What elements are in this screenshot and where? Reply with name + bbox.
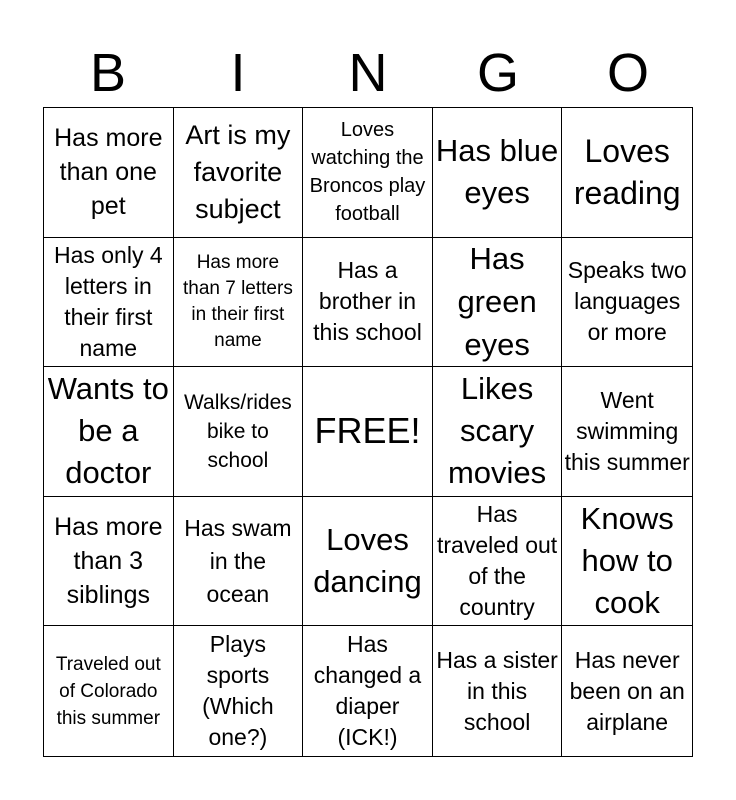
cell-text: Likes scary movies <box>447 371 547 491</box>
bingo-cell <box>562 497 692 627</box>
bingo-cell <box>562 626 692 756</box>
header-letter-n: N <box>348 43 388 103</box>
free-space <box>303 367 433 497</box>
cell-text: Plays sports (Which one?) <box>202 631 274 751</box>
cell-text: Has more than 3 siblings <box>54 513 163 610</box>
bingo-cell <box>303 108 433 238</box>
cell-text: Has green eyes <box>457 241 537 363</box>
cell-text: Has a sister in this school <box>436 646 558 735</box>
bingo-cell <box>44 238 174 368</box>
cell-text: Has a brother in this school <box>313 257 422 346</box>
cell-text: Has blue eyes <box>435 133 559 211</box>
bingo-cell <box>433 626 563 756</box>
header-letter-i: I <box>230 43 246 103</box>
bingo-cell <box>174 108 304 238</box>
bingo-cell <box>433 497 563 627</box>
bingo-cell <box>44 108 174 238</box>
cell-text: Art is my favorite subject <box>185 119 291 224</box>
cell-text: Has only 4 letters in their first name <box>53 241 163 361</box>
header-letter-b: B <box>89 43 127 103</box>
bingo-cell <box>562 367 692 497</box>
cell-text: Traveled out of Colorado this summer <box>55 653 161 729</box>
cell-text: Loves watching the Broncos play football <box>309 119 426 226</box>
cell-text: Has traveled out of the country <box>436 501 558 621</box>
cell-text: Loves dancing <box>313 522 422 600</box>
bingo-cell <box>174 626 304 756</box>
bingo-cell <box>303 626 433 756</box>
bingo-cell <box>44 367 174 497</box>
cell-text: Went swimming this summer <box>564 386 690 475</box>
cell-text: Loves reading <box>573 133 681 212</box>
bingo-cell <box>303 497 433 627</box>
bingo-cell <box>433 238 563 368</box>
cell-text: Has changed a diaper (ICK!) <box>313 631 422 751</box>
cell-text: Has more than 7 letters in their first name <box>182 251 293 351</box>
cell-text: FREE! <box>314 410 421 452</box>
bingo-cell <box>562 108 692 238</box>
cell-text: Has swam in the ocean <box>184 514 292 607</box>
bingo-cell <box>174 367 304 497</box>
header-letter-o: O <box>606 43 649 103</box>
bingo-cell <box>174 238 304 368</box>
header-letter-g: G <box>476 43 519 103</box>
bingo-cell <box>44 497 174 627</box>
cell-text: Has more than one pet <box>54 124 163 221</box>
bingo-cell <box>433 367 563 497</box>
bingo-cell <box>562 238 692 368</box>
bingo-cell <box>174 497 304 627</box>
cell-text: Speaks two languages or more <box>567 257 687 346</box>
cell-text: Wants to be a doctor <box>47 371 169 491</box>
cell-text: Knows how to cook <box>580 501 674 621</box>
cell-text: Walks/rides bike to school <box>184 390 292 472</box>
bingo-board <box>43 107 693 757</box>
cell-text: Has never been on an airplane <box>569 646 685 735</box>
bingo-header <box>43 40 693 106</box>
bingo-cell <box>303 238 433 368</box>
bingo-cell <box>433 108 563 238</box>
bingo-cell <box>44 626 174 756</box>
